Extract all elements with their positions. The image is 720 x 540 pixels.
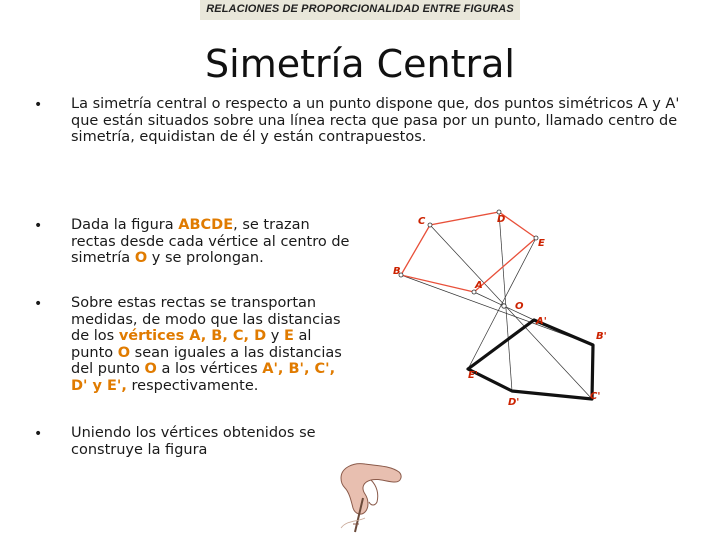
bullet-marker: • <box>34 97 43 113</box>
bullet-marker: • <box>34 426 43 442</box>
figure-abcde-prime <box>468 320 593 399</box>
vertex-c <box>428 223 432 227</box>
label-a-prime: A' <box>536 316 547 327</box>
bullet-text-4: Uniendo los vértices obtenidos se construye la figura <box>71 425 316 458</box>
label-e: E <box>538 238 545 249</box>
label-b-prime: B' <box>596 331 607 342</box>
label-c: C <box>418 216 426 227</box>
hand-drawing-image <box>335 458 407 534</box>
label-c-prime: C' <box>590 391 601 402</box>
label-d: D <box>497 214 506 225</box>
central-symmetry-figure <box>380 195 720 425</box>
symmetry-rays <box>401 212 593 399</box>
slide-title: Simetría Central <box>205 42 515 86</box>
label-b: B <box>393 266 401 277</box>
bullet-marker: • <box>34 218 43 234</box>
label-e-prime: E' <box>468 370 478 381</box>
label-a: A <box>475 280 483 291</box>
label-o: O <box>515 301 524 312</box>
label-d-prime: D' <box>508 397 520 408</box>
bullet-text-1: La simetría central o respecto a un punto dispone que, dos puntos simétricos A y A' que están situados sobre una línea recta que pasa por un punto, llamado centro de simetría, equidistan de él y están contrapuestos. <box>71 96 680 145</box>
bullet-marker: • <box>34 296 43 312</box>
bullet-text-2: Dada la figura ABCDE, se trazan rectas desde cada vértice al centro de simetría O y se prolongan. <box>71 217 350 266</box>
bullet-text-3: Sobre estas rectas se transportan medidas, de modo que las distancias de los vértices A, B, C, D y E al punto O sean iguales a las distancias del punto O a los vértices A', B', C', D' y E', respectivamente. <box>71 295 342 394</box>
center-o <box>502 304 506 308</box>
header-bar <box>200 0 520 20</box>
header-title: RELACIONES DE PROPORCIONALIDAD ENTRE FIGURAS <box>206 3 514 15</box>
